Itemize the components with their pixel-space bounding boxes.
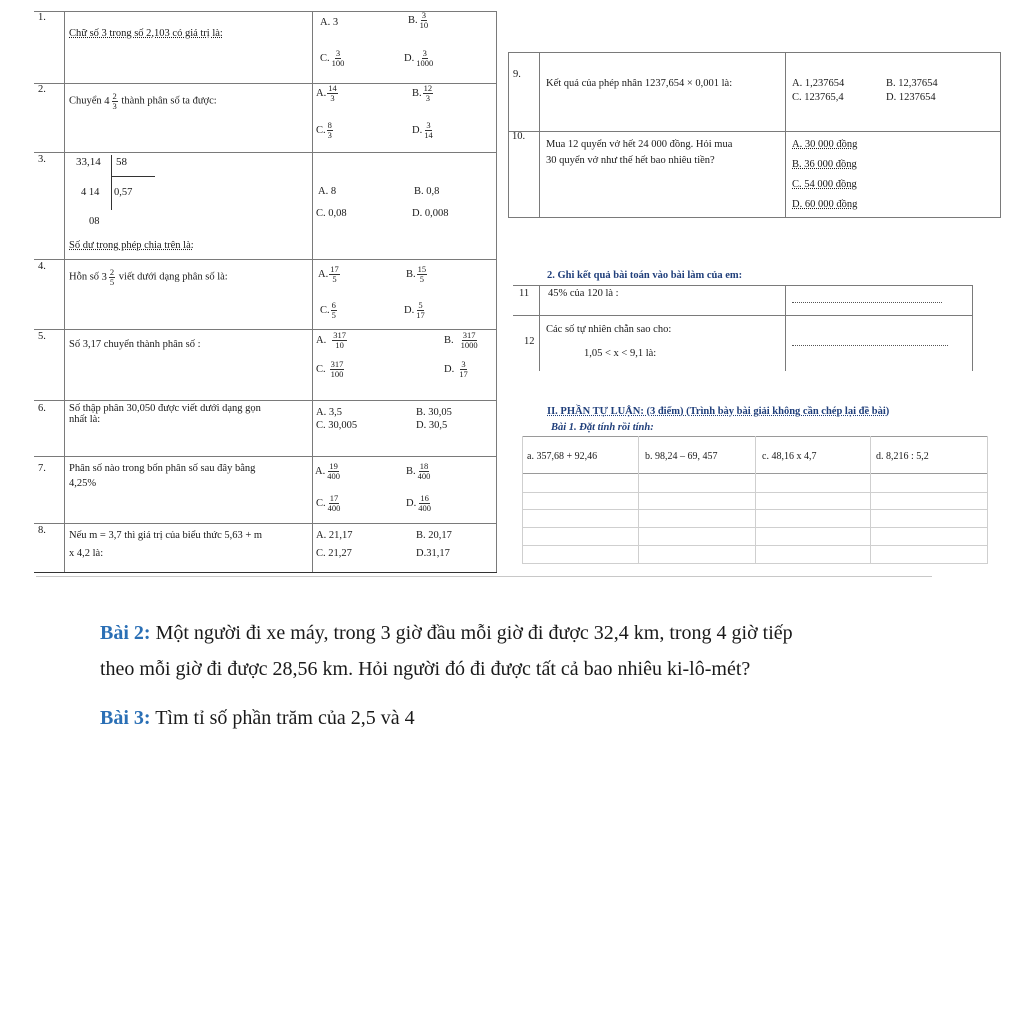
q6-text-line2: nhất là:	[69, 414, 101, 425]
q12-answer-blank[interactable]	[792, 345, 948, 346]
q5-number: 5.	[38, 331, 46, 342]
q11-answer-blank[interactable]	[792, 302, 942, 303]
bai3-text: Tìm tỉ số phần trăm của 2,5 và 4	[150, 707, 415, 729]
bai2-text-line1: Một người đi xe máy, trong 3 giờ đầu mỗi giờ đi được 32,4 km, trong 4 giờ tiếp	[150, 622, 793, 644]
q8-number: 8.	[38, 525, 46, 536]
q8-option-a: A. 21,17	[316, 530, 353, 541]
q5-text: Số 3,17 chuyển thành phân số :	[69, 339, 201, 350]
q2-option-c: C. $\frac{8}{3}$	[316, 120, 332, 140]
q2-number: 2.	[38, 84, 46, 95]
bai1-label: Bài 1. Đặt tính rồi tính:	[551, 422, 654, 433]
q1-option-a: A. 3	[320, 17, 339, 28]
q9-option-a: A. 1,237654	[792, 78, 845, 89]
q7-number: 7.	[38, 463, 46, 474]
q2-option-d: D. $\frac{3}{14}$	[412, 120, 433, 140]
q9-option-b: B. 12,37654	[886, 78, 938, 89]
q2-option-b: B. $\frac{12}{3}$	[412, 83, 433, 103]
q3-divisor: 58	[116, 156, 127, 168]
q12-number: 12	[524, 336, 535, 347]
q5-option-d: D. $\frac{3}{17}$	[444, 359, 468, 379]
q9-option-c: C. 123765,4	[792, 92, 844, 103]
q5-option-a: A. $\frac{317}{10}$	[316, 330, 346, 350]
q1-option-b: B. $\frac{3}{10}$	[408, 10, 429, 30]
q3-quotient: 0,57	[114, 187, 133, 198]
q1-number: 1.	[38, 12, 46, 23]
q10-text-line1: Mua 12 quyển vở hết 24 000 đồng. Hỏi mua	[546, 139, 733, 150]
q6-option-b: B. 30,05	[416, 407, 452, 418]
q11-text: 45% của 120 là :	[548, 288, 619, 299]
bai2-label: Bài 2:	[100, 622, 151, 644]
q3-number: 3.	[38, 154, 46, 165]
q3-option-a: A. 8	[318, 186, 337, 197]
q2-option-a: A. $\frac{14}{3}$	[316, 83, 337, 103]
q4-option-c: C. $\frac{6}{5}$	[320, 300, 336, 320]
q12-text-line1: Các số tự nhiên chẵn sao cho:	[546, 324, 672, 335]
q3-option-c: C. 0,08	[316, 208, 347, 219]
q9-number: 9.	[513, 69, 521, 80]
q9-option-d: D. 1237654	[886, 92, 936, 103]
calc-c: c. 48,16 x 4,7	[762, 451, 817, 462]
q8-text-line1: Nếu m = 3,7 thì giá trị của biểu thức 5,63 + m	[69, 530, 263, 541]
q8-text-line2: x 4,2 là:	[69, 548, 104, 559]
q10-number: 10.	[512, 131, 526, 142]
q8-option-d: D.31,17	[416, 548, 450, 559]
q7-text-line2: 4,25%	[69, 478, 97, 489]
q7-option-d: D. $\frac{16}{400}$	[406, 493, 431, 513]
q12-text-line2: 1,05 < x < 9,1 là:	[584, 348, 657, 359]
q7-option-c: C. $\frac{17}{400}$	[316, 493, 341, 513]
calc-a: a. 357,68 + 92,46	[527, 451, 598, 462]
q4-option-a: A. $\frac{17}{5}$	[318, 264, 339, 284]
q3-remainder-2: 08	[89, 216, 100, 227]
q11-number: 11	[519, 288, 530, 299]
q7-option-a: A. $\frac{19}{400}$	[315, 461, 340, 481]
section2-heading: 2. Ghi kết quả bài toán vào bài làm của em:	[547, 270, 743, 281]
q6-option-c: C. 30,005	[316, 420, 358, 431]
part2-heading: II. PHẦN TỰ LUẬN: (3 điểm) (Trình bày bài giải không cần chép lại đề bài)	[547, 406, 890, 417]
q6-text-line1: Số thập phân 30,050 được viết dưới dạng gọn	[69, 403, 261, 414]
bai2-line1	[100, 619, 793, 647]
q10-option-d: D. 60 000 đồng	[792, 199, 858, 210]
q3-remainder-1: 4 14	[81, 187, 100, 198]
calc-b: b. 98,24 – 69, 457	[645, 451, 718, 462]
q3-option-d: D. 0,008	[412, 208, 449, 219]
q10-option-c: C. 54 000 đồng	[792, 179, 857, 190]
divider	[36, 576, 932, 577]
q1-text: Chữ số 3 trong số 2,103 có giá trị là:	[69, 28, 223, 39]
q6-option-a: A. 3,5	[316, 407, 342, 418]
q8-option-c: C. 21,27	[316, 548, 352, 559]
q1-option-d: D. $\frac{3}{1000}$	[404, 48, 434, 68]
q3-dividend: 33,14	[76, 156, 101, 168]
q8-option-b: B. 20,17	[416, 530, 452, 541]
q6-option-d: D. 30,5	[416, 420, 448, 431]
q4-number: 4.	[38, 261, 46, 272]
q1-option-c: C. $\frac{3}{100}$	[320, 48, 345, 68]
q5-option-c: C. $\frac{317}{100}$	[316, 359, 344, 379]
q7-option-b: B. $\frac{18}{400}$	[406, 461, 431, 481]
q10-option-a: A. 30 000 đồng	[792, 139, 858, 150]
q5-option-b: B. $\frac{317}{1000}$	[444, 330, 478, 350]
q7-text-line1: Phân số nào trong bốn phân số sau đây bằng	[69, 463, 256, 474]
bai3-line	[100, 704, 415, 732]
q9-text: Kết quả của phép nhân 1237,654 × 0,001 là:	[546, 78, 733, 89]
q10-option-b: B. 36 000 đồng	[792, 159, 857, 170]
q6-number: 6.	[38, 403, 46, 414]
q2-text: Chuyển 4 $\frac{2}{3}$ thành phân số ta được:	[69, 91, 217, 111]
q4-option-d: D. $\frac{5}{17}$	[404, 300, 425, 320]
q4-text: Hỗn số 3 $\frac{2}{5}$ viết dưới dạng phân số là:	[69, 267, 228, 287]
bai3-label: Bài 3:	[100, 707, 151, 729]
q4-option-b: B. $\frac{15}{5}$	[406, 264, 427, 284]
q3-text: Số dư trong phép chia trên là:	[69, 240, 194, 251]
bai2-text-line2: theo mỗi giờ đi được 28,56 km. Hỏi người đó đi được tất cả bao nhiêu ki-lô-mét?	[100, 658, 751, 680]
q10-text-line2: 30 quyển vở như thế hết bao nhiêu tiền?	[546, 155, 715, 166]
q3-option-b: B. 0,8	[414, 186, 440, 197]
calc-d: d. 8,216 : 5,2	[876, 451, 929, 462]
